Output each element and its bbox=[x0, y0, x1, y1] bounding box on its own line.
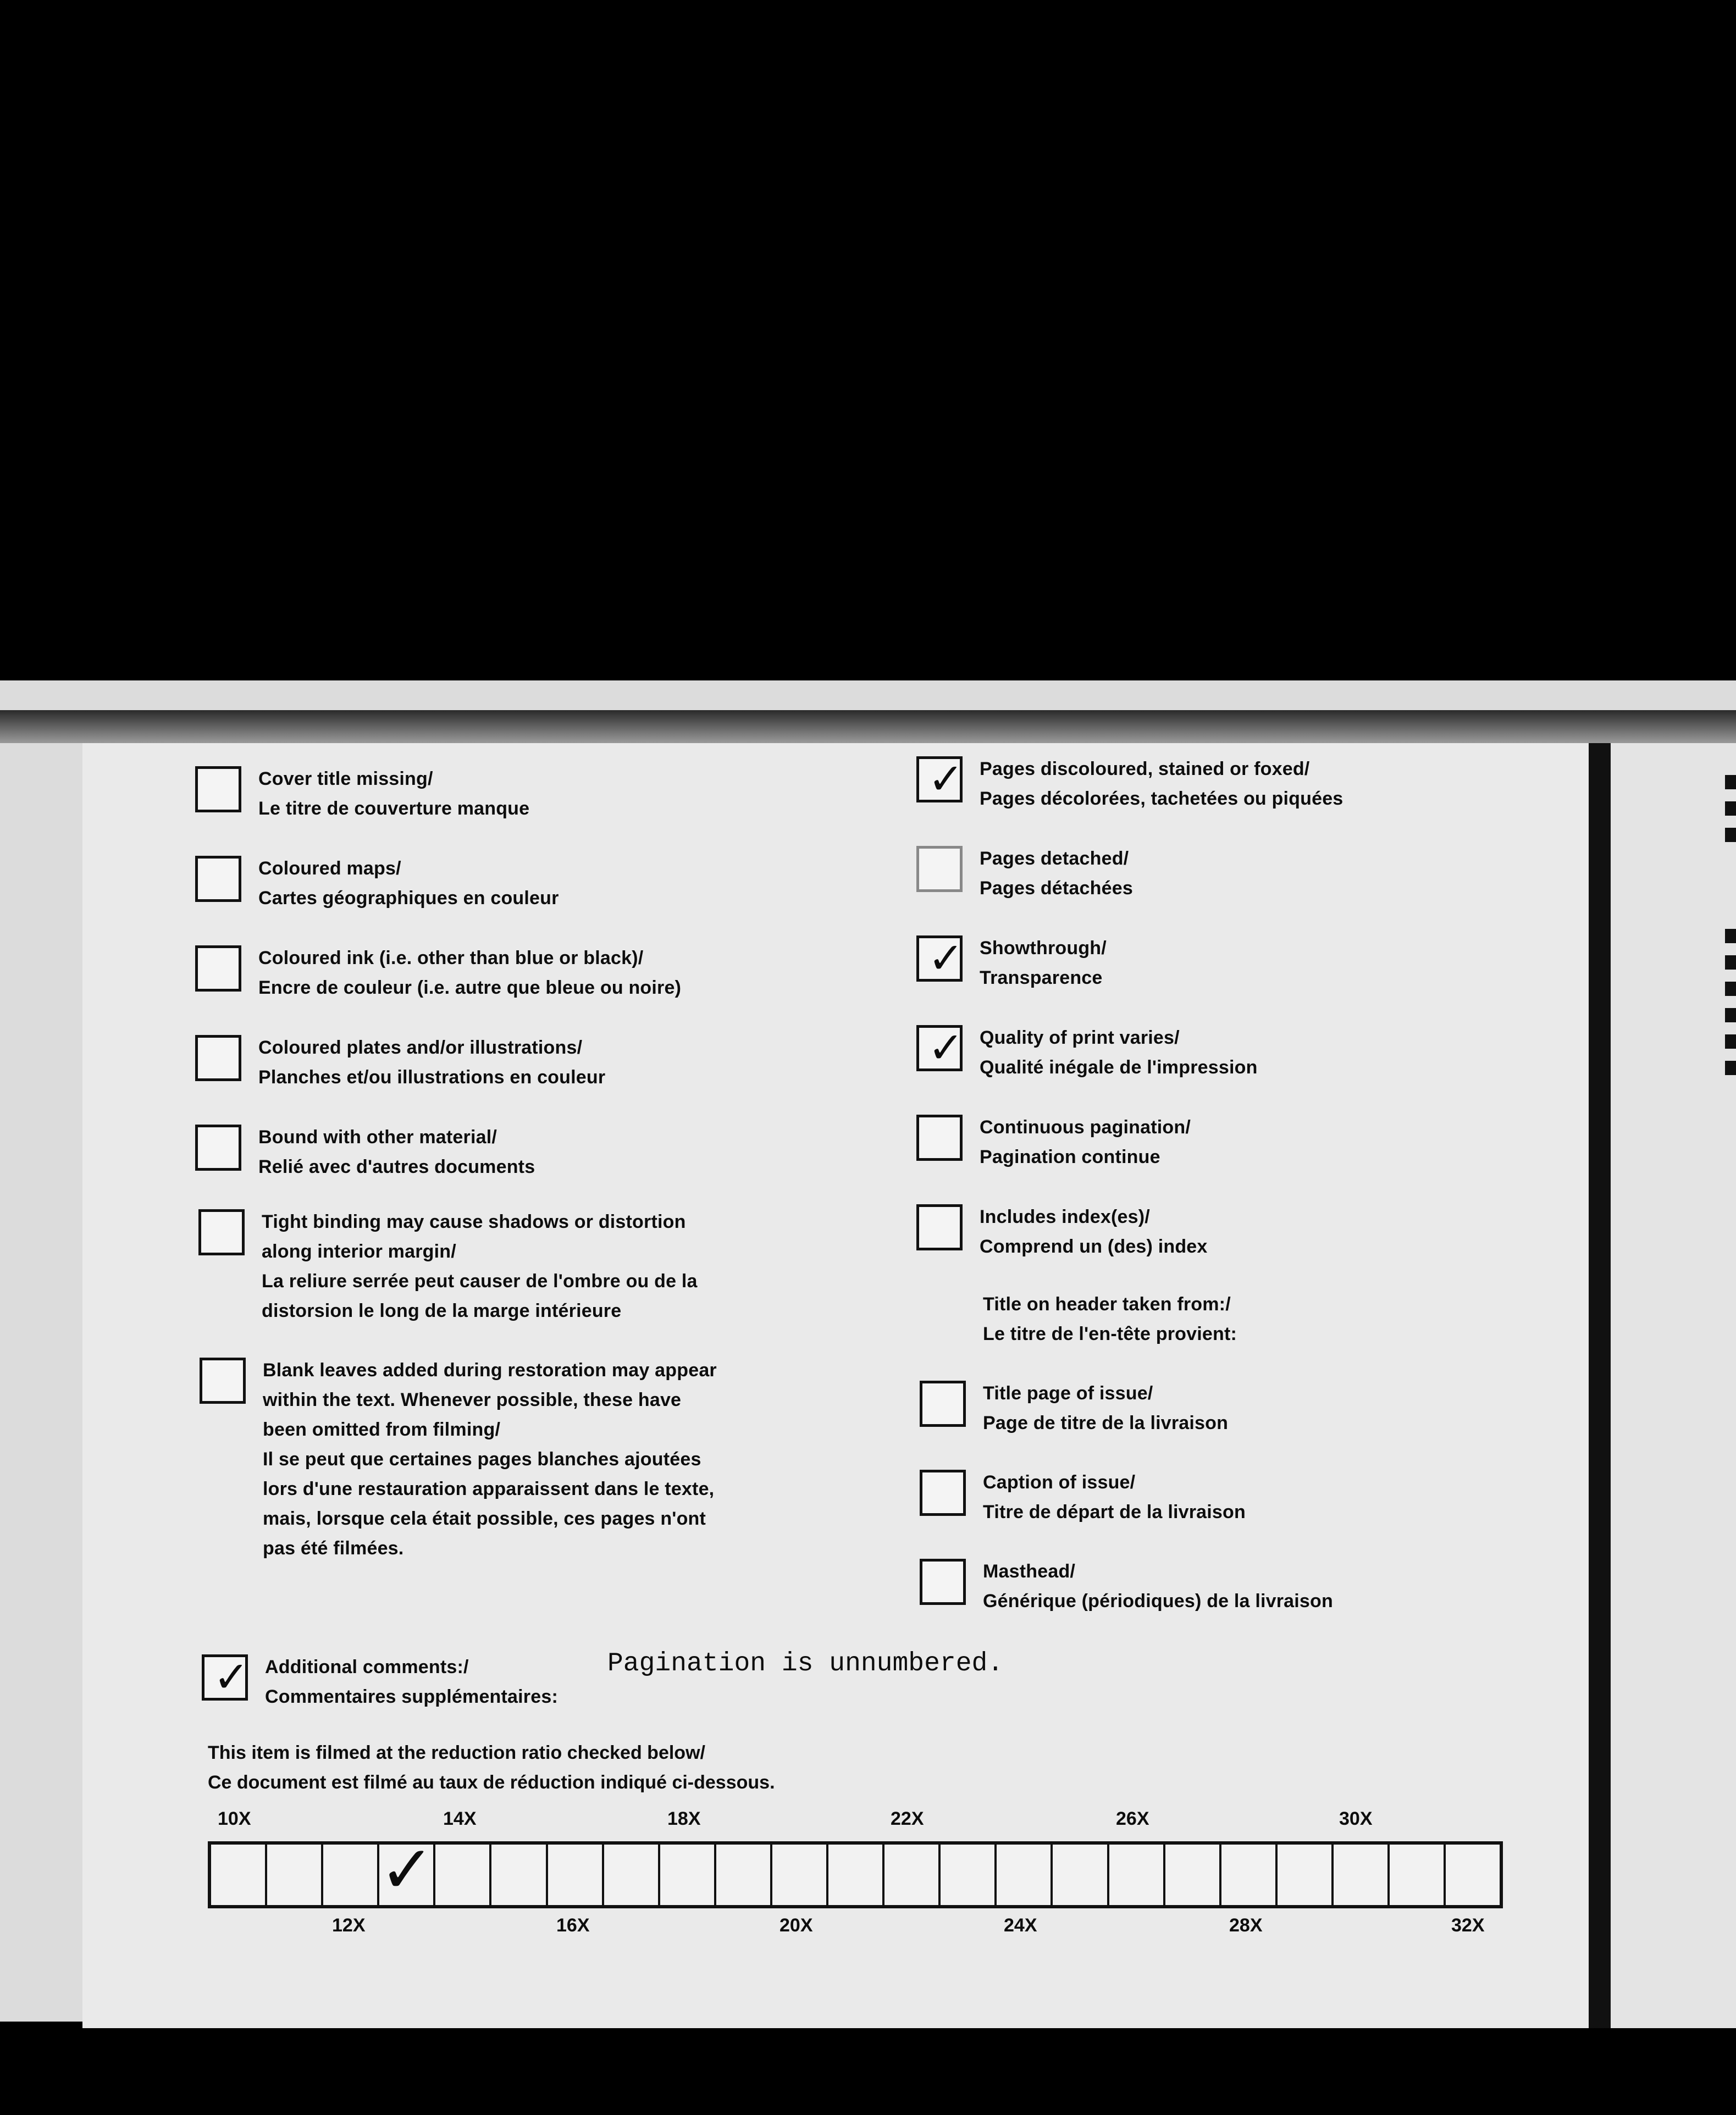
next-page-fragment bbox=[1725, 775, 1736, 789]
scan-bottom-border bbox=[0, 2028, 1736, 2115]
scale-cell[interactable] bbox=[267, 1845, 323, 1905]
checkbox[interactable] bbox=[920, 1381, 966, 1427]
checkbox[interactable] bbox=[916, 1204, 963, 1250]
checkbox[interactable] bbox=[195, 856, 241, 902]
scale-cell[interactable] bbox=[660, 1845, 716, 1905]
checkbox[interactable] bbox=[202, 1654, 248, 1701]
scale-cell[interactable] bbox=[1053, 1845, 1109, 1905]
scale-cell[interactable] bbox=[997, 1845, 1053, 1905]
reduction-ratio-note: This item is filmed at the reduction ratio checked below/ Ce document est filmé au taux de réduction indiqué ci-dessous. bbox=[208, 1742, 775, 1793]
checkbox[interactable] bbox=[916, 756, 963, 802]
scale-cell[interactable] bbox=[1390, 1845, 1446, 1905]
scale-bottom-label: 16X bbox=[556, 1915, 590, 1936]
checkbox[interactable] bbox=[920, 1559, 966, 1605]
scale-cell[interactable] bbox=[1165, 1845, 1221, 1905]
additional-comments-option[interactable]: ✓ Additional comments:/ Commentaires supplémentaires: bbox=[265, 1652, 558, 1712]
scale-top-label: 14X bbox=[443, 1808, 477, 1829]
checkbox[interactable] bbox=[198, 1209, 245, 1255]
scale-cell[interactable] bbox=[772, 1845, 828, 1905]
next-page-fragment bbox=[1725, 828, 1736, 842]
scale-bottom-label: 20X bbox=[779, 1915, 813, 1936]
checkbox[interactable] bbox=[920, 1470, 966, 1516]
scale-cell[interactable] bbox=[1334, 1845, 1390, 1905]
scale-cell[interactable] bbox=[323, 1845, 379, 1905]
scale-cell[interactable] bbox=[1109, 1845, 1165, 1905]
coloured-maps-option[interactable]: Coloured maps/ Cartes géographiques en couleur bbox=[258, 854, 559, 913]
checkbox[interactable] bbox=[195, 1125, 241, 1171]
checkbox[interactable] bbox=[195, 1035, 241, 1081]
showthrough-option[interactable]: ✓ Showthrough/ Transparence bbox=[980, 933, 1107, 993]
scale-cell[interactable] bbox=[941, 1845, 997, 1905]
scale-cell[interactable] bbox=[548, 1845, 604, 1905]
scale-bottom-label: 24X bbox=[1004, 1915, 1037, 1936]
comment-value: Pagination is unnumbered. bbox=[607, 1649, 1004, 1679]
scale-bottom-label: 12X bbox=[332, 1915, 366, 1936]
coloured-plates-option[interactable]: Coloured plates and/or illustrations/ Planches et/ou illustrations en couleur bbox=[258, 1033, 605, 1092]
title-on-header-label: Title on header taken from:/ Le titre de l'en-tête provient: bbox=[983, 1294, 1237, 1344]
checkmark-icon: ✓ bbox=[928, 934, 964, 982]
scale-cell[interactable] bbox=[435, 1845, 491, 1905]
scale-cell[interactable] bbox=[884, 1845, 941, 1905]
reduction-ratio-scale bbox=[208, 1833, 1503, 1908]
scale-cell[interactable] bbox=[211, 1845, 267, 1905]
coloured-ink-option[interactable]: Coloured ink (i.e. other than blue or black)/ Encre de couleur (i.e. autre que bleue ou noire) bbox=[258, 943, 681, 1003]
checkbox[interactable] bbox=[916, 846, 963, 892]
next-page-fragment bbox=[1725, 1008, 1736, 1022]
scale-top-label: 18X bbox=[667, 1808, 701, 1829]
next-page-fragment bbox=[1725, 982, 1736, 996]
checkbox[interactable] bbox=[195, 945, 241, 992]
scale-cell[interactable] bbox=[828, 1845, 884, 1905]
scale-cell[interactable] bbox=[604, 1845, 660, 1905]
continuous-pagination-option[interactable]: Continuous pagination/ Pagination continue bbox=[980, 1112, 1191, 1172]
masthead-option[interactable]: Masthead/ Générique (périodiques) de la livraison bbox=[983, 1557, 1333, 1616]
quality-of-print-option[interactable]: ✓ Quality of print varies/ Qualité inégale de l'impression bbox=[980, 1023, 1258, 1082]
tight-binding-option[interactable]: Tight binding may cause shadows or distortion along interior margin/ La reliure serrée peut causer de l'ombre ou de la distorsion le long de la marge intérieure bbox=[262, 1207, 698, 1326]
bound-with-option[interactable]: Bound with other material/ Relié avec d'autres documents bbox=[258, 1122, 535, 1182]
scale-cell[interactable] bbox=[1446, 1845, 1500, 1905]
checkbox[interactable] bbox=[916, 1115, 963, 1161]
checkmark-icon: ✓ bbox=[928, 1023, 964, 1072]
scale-cell[interactable] bbox=[1278, 1845, 1334, 1905]
caption-of-issue-option[interactable]: Caption of issue/ Titre de départ de la livraison bbox=[983, 1468, 1246, 1527]
checkmark-icon: ✓ bbox=[379, 1833, 435, 1907]
next-page-strip bbox=[1611, 743, 1736, 2029]
blank-leaves-option[interactable]: Blank leaves added during restoration may appear within the text. Whenever possible, these have been omitted from filming/ Il se peut que certaines pages blanches ajoutées lors d'une restauration apparaissent dans le texte, mais, lorsque cela était possible, ces pages n'ont pas été filmées. bbox=[263, 1355, 717, 1563]
cover-title-missing-option[interactable]: Cover title missing/ Le titre de couverture manque bbox=[258, 764, 529, 823]
checkbox[interactable] bbox=[916, 1025, 963, 1071]
scale-cell[interactable] bbox=[379, 1833, 435, 1907]
scale-bottom-label: 28X bbox=[1229, 1915, 1263, 1936]
sheet-top-edge bbox=[0, 710, 1736, 743]
scale-bottom-label: 32X bbox=[1451, 1915, 1485, 1936]
checkbox[interactable] bbox=[916, 935, 963, 982]
next-page-fragment bbox=[1725, 929, 1736, 943]
scale-cell[interactable] bbox=[1221, 1845, 1278, 1905]
title-page-of-issue-option[interactable]: Title page of issue/ Page de titre de la livraison bbox=[983, 1378, 1228, 1438]
next-page-fragment bbox=[1725, 801, 1736, 816]
next-page-fragment bbox=[1725, 1061, 1736, 1075]
scale-cell[interactable] bbox=[716, 1845, 772, 1905]
scale-top-label: 10X bbox=[218, 1808, 251, 1829]
checkbox[interactable] bbox=[195, 766, 241, 812]
pages-detached-option[interactable]: Pages detached/ Pages détachées bbox=[980, 844, 1133, 903]
scale-top-label: 22X bbox=[891, 1808, 924, 1829]
page-gutter bbox=[1589, 743, 1611, 2029]
scale-top-label: 26X bbox=[1116, 1808, 1149, 1829]
next-page-fragment bbox=[1725, 1034, 1736, 1049]
pages-discoloured-option[interactable]: ✓ Pages discoloured, stained or foxed/ Pages décolorées, tachetées ou piquées bbox=[980, 754, 1343, 813]
next-page-fragment bbox=[1725, 955, 1736, 970]
checkmark-icon: ✓ bbox=[928, 755, 964, 803]
includes-index-option[interactable]: Includes index(es)/ Comprend un (des) index bbox=[980, 1202, 1208, 1261]
checkbox[interactable] bbox=[200, 1358, 246, 1404]
scale-top-label: 30X bbox=[1339, 1808, 1373, 1829]
scale-cell[interactable] bbox=[491, 1845, 548, 1905]
checkmark-icon: ✓ bbox=[213, 1653, 250, 1701]
